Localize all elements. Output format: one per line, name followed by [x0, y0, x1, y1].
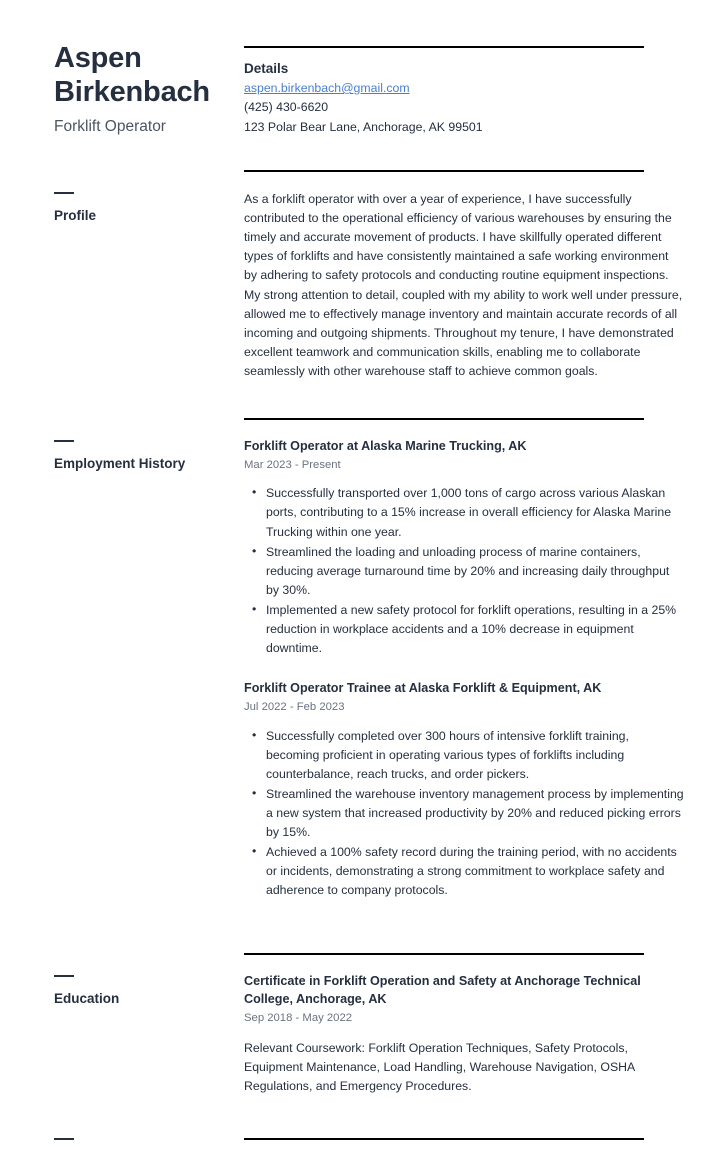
bullet-item: • Implemented a new safety protocol for forklift operations, resulting in a 25% reduction in workplace accidents and a 10% decrease in equipment downtime.	[244, 601, 684, 658]
employment-entry-bullets	[244, 727, 684, 900]
candidate-last-name: Birkenbach	[54, 75, 210, 108]
profile-section-label: Profile	[54, 208, 97, 224]
employment-entry-list	[244, 438, 684, 900]
employment-entry-date: Jul 2022 - Feb 2023	[244, 700, 345, 713]
bullet-item: • Streamlined the loading and unloading process of marine containers, reducing average turnaround time by 20% and increasing daily throughput by 30%.	[244, 543, 684, 600]
education-content	[244, 953, 724, 1096]
next-section-label-group	[0, 1138, 244, 1154]
education-section-label: Education	[54, 990, 120, 1006]
employment-section	[0, 418, 724, 901]
employment-section-rule	[244, 418, 644, 420]
next-section-partial	[0, 1138, 724, 1154]
employment-entry-date: Mar 2023 - Present	[244, 458, 341, 471]
section-dash-mark	[54, 192, 74, 194]
employment-entry-title: Forklift Operator at Alaska Marine Trucking, AK	[244, 438, 527, 453]
next-section-rule	[244, 1138, 644, 1140]
education-entry-list	[244, 973, 684, 1096]
phone-text: (425) 430-6620	[244, 100, 329, 115]
employment-section-label: Employment History	[54, 455, 186, 471]
section-dash-mark	[54, 1138, 74, 1140]
profile-section	[0, 170, 724, 380]
employment-entry-title: Forklift Operator Trainee at Alaska Forklift & Equipment, AK	[244, 680, 602, 695]
section-dash-mark	[54, 440, 74, 442]
next-section-content	[244, 1138, 724, 1140]
header-section	[0, 0, 724, 137]
profile-label-group	[0, 170, 244, 225]
email-link[interactable]: aspen.birkenbach@gmail.com	[244, 81, 410, 95]
education-section-rule	[244, 953, 644, 955]
profile-text: As a forklift operator with over a year of experience, I have successfully contributed to the operational efficiency of various warehouses by ensuring the timely and accurate movement of products. I have skillfully operated different types of forklifts and have consistently maintained a safe working environment by adhering to safety protocols and conducting routine equipment inspections. My strong attention to detail, coupled with my ability to work well under pressure, allowed me to effectively manage inventory and maintain accurate records of all incoming and outgoing shipments. Throughout my tenure, I have demonstrated excellent teamwork and communication skills, enabling me to collaborate seamlessly with other warehouse staff to achieve common goals.	[244, 192, 683, 378]
section-dash-mark	[54, 975, 74, 977]
employment-label-group	[0, 418, 244, 473]
education-entry	[244, 973, 684, 1096]
employment-entry-bullets	[244, 484, 684, 657]
bullet-item: • Achieved a 100% safety record during the training period, with no accidents or incidents, demonstrating a strong commitment to workplace safety and adherence to company protocols.	[244, 843, 684, 900]
education-entry-note: Relevant Coursework: Forklift Operation Techniques, Safety Protocols, Equipment Maintenance, Load Handling, Warehouse Navigation, OSHA Regulations, and Emergency Procedures.	[244, 1040, 635, 1093]
education-section	[0, 953, 724, 1096]
bullet-item: • Streamlined the warehouse inventory management process by implementing a new system that increased productivity by 20% and reduced picking errors by 15%.	[244, 785, 684, 842]
details-section	[244, 46, 724, 137]
profile-section-rule	[244, 170, 644, 172]
employment-content	[244, 418, 724, 901]
details-heading: Details	[244, 61, 289, 76]
bullet-item: • Successfully transported over 1,000 tons of cargo across various Alaskan ports, contributing to a 15% increase in overall efficiency for Alaska Marine Trucking within one year.	[244, 484, 684, 541]
education-entry-title: Certificate in Forklift Operation and Safety at Anchorage Technical College, Anchorage, AK	[244, 973, 641, 1006]
profile-content	[244, 170, 724, 380]
bullet-item: • Successfully completed over 300 hours of intensive forklift training, becoming proficient in operating various types of forklifts including counterbalance, reach trucks, and order pickers.	[244, 727, 684, 784]
header-identity	[0, 42, 244, 137]
details-section-rule	[244, 46, 644, 48]
employment-entry	[244, 680, 684, 900]
candidate-first-name: Aspen	[54, 42, 142, 74]
employment-entry	[244, 438, 684, 658]
candidate-job-title: Forklift Operator	[54, 117, 166, 135]
education-label-group	[0, 953, 244, 1008]
candidate-name	[54, 42, 234, 110]
address-text: 123 Polar Bear Lane, Anchorage, AK 99501	[244, 119, 483, 134]
education-entry-date: Sep 2018 - May 2022	[244, 1011, 353, 1024]
